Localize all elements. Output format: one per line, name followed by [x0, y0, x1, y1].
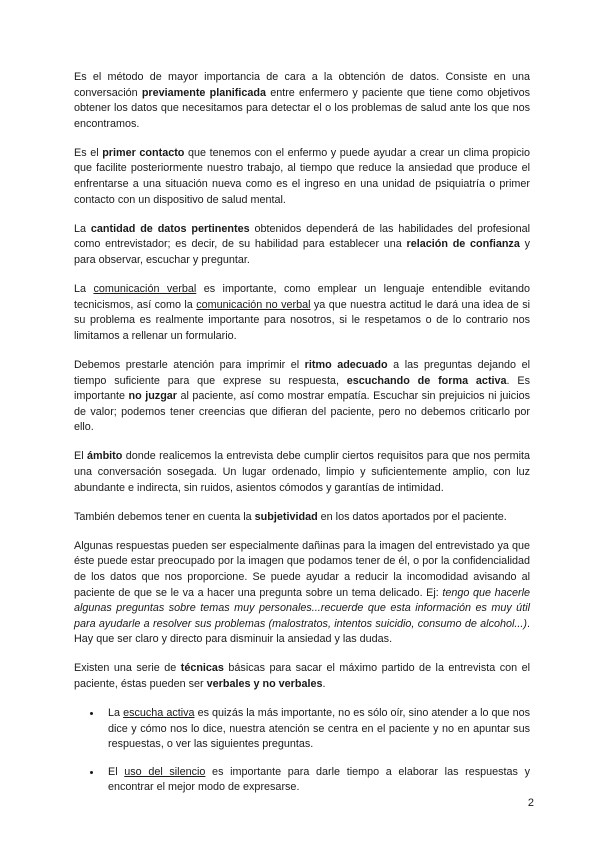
- list-item: El uso del silencio es importante para darle tiempo a elaborar las respuestas y encontrar el mejor modo de expresarse.: [74, 765, 530, 796]
- bold-term: primer contacto: [102, 146, 185, 159]
- paragraph-subjectivity: También debemos tener en cuenta la subjetividad en los datos aportados por el paciente.: [74, 510, 507, 523]
- paragraph-data-quantity: La cantidad de datos pertinentes obtenidos dependerá de las habilidades del profesional como entrevistador; es decir, de su habilidad para establecer una relación de confianza y para observar, escuchar y preguntar.: [74, 222, 530, 266]
- underlined-term: escucha activa: [123, 707, 195, 720]
- bold-term: escuchando de forma activa: [346, 374, 507, 387]
- list-item: La escucha activa es quizás la más importante, no es sólo oír, sino atender a lo que nos dice y cómo nos lo dice, nuestra atención se centra en el paciente y no en apuntar sus respuestas, o ver las siguientes preguntas.: [74, 706, 530, 753]
- underlined-term: comunicación no verbal: [196, 298, 311, 311]
- document-body: [74, 70, 530, 808]
- paragraph-first-contact: Es el primer contacto que tenemos con el enfermo y puede ayudar a crear un clima propicio que facilite posteriormente nuestro trabajo, al tiempo que reduce la ansiedad que produce el enfrentarse a una situación nueva como es el ingreso en una unidad de psiquiatría o primer contacto con un dispositivo de salud mental.: [74, 146, 530, 206]
- underlined-term: comunicación verbal: [93, 283, 197, 296]
- bold-term: verbales y no verbales: [206, 678, 323, 690]
- bold-term: cantidad de datos pertinentes: [90, 222, 250, 235]
- paragraph-rhythm: Debemos prestarle atención para imprimir el ritmo adecuado a las preguntas dejando el tiempo suficiente para que exprese su respuesta, escuchando de forma activa. Es importante no juzgar al paciente, así como mostrar empatía. Escuchar sin prejuicios ni juicios de valor; podemos tener creencias que difieran del paciente, pero no debemos criticarlo por ello.: [74, 358, 530, 434]
- techniques-list: [74, 706, 530, 796]
- italic-example: tengo que hacerle algunas preguntas sobre temas muy personales...recuerde que esta información es muy útil para ayudarle a resolver sus problemas (malostratos, intentos suicidio, consumo de alcohol...): [74, 586, 530, 630]
- bold-term: subjetividad: [254, 510, 318, 523]
- bullet-icon: [90, 712, 93, 715]
- paragraph-definition: Es el método de mayor importancia de cara a la obtención de datos. Consiste en una conversación previamente planificada entre enfermero y paciente que tiene como objetivos obtener los datos que necesitamos para detectar el o los problemas de salud ante los que nos encontramos.: [74, 71, 530, 130]
- bold-term: no juzgar: [128, 390, 178, 403]
- bold-term: previamente planificada: [141, 86, 267, 99]
- bold-term: relación de confianza: [406, 238, 520, 251]
- bold-term: ritmo adecuado: [304, 358, 388, 371]
- paragraph-setting: El ámbito donde realicemos la entrevista debe cumplir ciertos requisitos para que nos permita una conversación sosegada. Un lugar ordenado, limpio y suficientemente amplio, con luz abundante e indirecta, sin ruidos, asientos cómodos y garantías de intimidad.: [74, 450, 530, 494]
- bullet-icon: [90, 771, 93, 774]
- page-number: 2: [527, 797, 534, 809]
- paragraph-techniques: Existen una serie de técnicas básicas para sacar el máximo partido de la entrevista con el paciente, éstas pueden ser verbales y no verbales.: [74, 662, 530, 690]
- bold-term: ámbito: [86, 450, 123, 463]
- bold-term: técnicas: [180, 662, 224, 675]
- underlined-term: uso del silencio: [124, 765, 206, 778]
- paragraph-communication: La comunicación verbal es importante, como emplear un lenguaje entendible evitando tecnicismos, así como la comunicación no verbal ya que nuestra actitud le dará una idea de si su problema es realmente importante para nosotros, si le respetamos o de lo contrario nos limitamos a rellenar un formulario.: [74, 283, 531, 342]
- paragraph-sensitive-questions: Algunas respuestas pueden ser especialmente dañinas para la imagen del entrevistado ya que éste puede estar preocupado por la imagen que podamos tener de él, o por la confidencialidad de los datos que nos proporcione. Se puede ayudar a reducir la incomodidad avisando al paciente de que se le va a hacer una pregunta sobre un tema delicado. Ej: tengo que hacerle algunas preguntas sobre temas muy personales...recuerde que esta información es muy útil para ayudarle a resolver sus problemas (malostratos, intentos suicidio, consumo de alcohol...). Hay que ser claro y directo para disminuir la ansiedad y las dudas.: [74, 539, 530, 646]
